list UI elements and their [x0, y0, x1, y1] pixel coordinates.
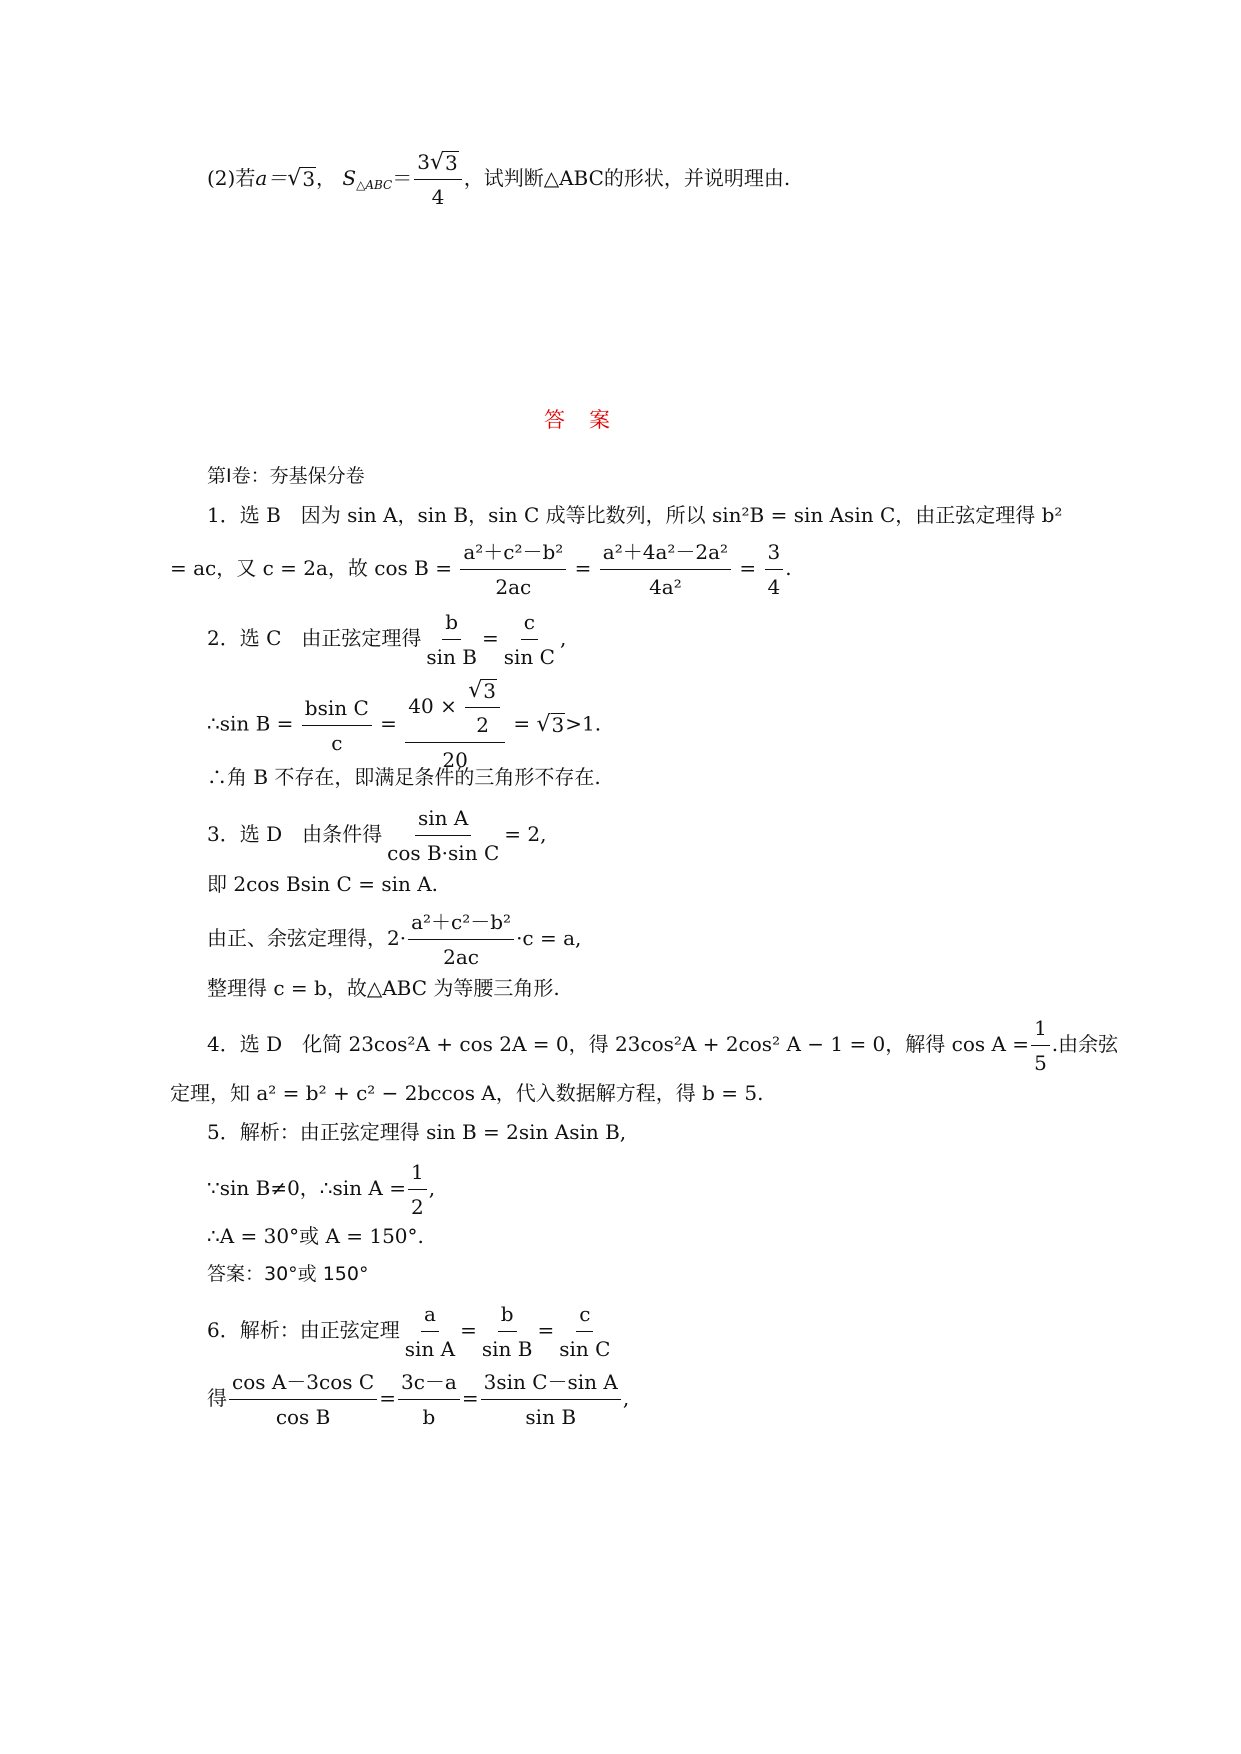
area-symbol: S — [342, 166, 357, 190]
comma: , — [622, 1386, 630, 1410]
part-heading: 第Ⅰ卷：夯基保分卷 — [207, 465, 365, 487]
fraction: $\frac{1}{2}$ — [408, 1160, 427, 1219]
fraction: $\frac{\text{a²＋4a²－2a²}}{\text{4a²}}$ — [600, 540, 731, 599]
equals: = — [739, 556, 757, 580]
fraction: $\frac{b}{\text{sin B}}$ — [481, 1302, 533, 1361]
fraction: $\frac{3}{4}$ — [765, 540, 784, 599]
sqrt-3: √ 3 — [536, 711, 565, 737]
fraction: $\frac{b}{\text{sin B}}$ — [426, 610, 477, 669]
compound-fraction: 40 × √ 3 2 20 — [405, 678, 505, 772]
answer-5-line-3: ∴A = 30°或 A = 150°. — [207, 1224, 424, 1248]
question-2 — [207, 150, 790, 209]
text: ∴sin B = — [207, 711, 294, 736]
area-fraction: 3 √ 3 4 — [414, 150, 462, 209]
answer-3-line-3 — [207, 910, 581, 969]
text: 由正、余弦定理得，2· — [207, 926, 407, 950]
answer-6-line-1 — [207, 1302, 615, 1361]
answer-5-line-2 — [207, 1160, 435, 1219]
answer-5-line-1: 5．解析：由正弦定理得 sin B = 2sin Asin B, — [207, 1120, 627, 1144]
equals: = — [537, 1318, 555, 1342]
a-equals: a＝ — [255, 166, 288, 190]
fraction: $\frac{c}{\text{sin C}}$ — [503, 610, 555, 669]
text: 6．解析：由正弦定理 — [207, 1318, 400, 1342]
text: 2．选 C 由正弦定理得 — [207, 626, 422, 650]
fraction: $\frac{\text{bsin C}}{c}$ — [302, 696, 372, 755]
fraction: $\frac{a}{\text{sin A}}$ — [404, 1302, 456, 1361]
comma: , — [559, 626, 567, 650]
equals: = — [380, 711, 397, 736]
sqrt-3: √ 3 — [287, 166, 316, 191]
answer-title: 答案 — [544, 408, 634, 432]
answer-1-line-2 — [170, 540, 792, 599]
fraction: $\frac{\text{3sin C－sin A}}{\text{sin B}}$ — [481, 1370, 621, 1429]
fraction: $\frac{\text{sin A}}{\text{cos B·sin C}}$ — [387, 806, 500, 865]
text: ∵sin B≠0，∴sin A = — [207, 1176, 406, 1200]
answer-2-line-2 — [207, 678, 601, 772]
equals: ＝ — [392, 166, 413, 190]
answer-4-line-1 — [207, 1016, 1118, 1075]
equals: = — [379, 1386, 396, 1410]
equals: = — [574, 556, 592, 580]
answer-5-result: 答案：30°或 150° — [207, 1263, 369, 1285]
answer-6-line-2 — [207, 1370, 629, 1429]
question-label: (2)若 — [207, 166, 256, 190]
fraction: $\frac{\text{a²＋c²－b²}}{2ac}$ — [460, 540, 566, 599]
text: = ac，又 c = 2a，故 cos B = — [170, 556, 452, 580]
answer-3-line-4: 整理得 c = b，故△ABC 为等腰三角形. — [207, 976, 560, 1000]
answer-3-line-2: 即 2cos Bsin C = sin A. — [207, 872, 439, 896]
text: .由余弦 — [1051, 1032, 1119, 1056]
answer-3-line-1 — [207, 806, 546, 865]
text: ·c = a, — [516, 926, 582, 950]
answer-4-line-2: 定理，知 a² = b² + c² − 2bccos A，代入数据解方程，得 b = 5. — [170, 1081, 764, 1105]
equals: = — [513, 711, 531, 736]
answer-2-line-1 — [207, 610, 566, 669]
text: >1. — [565, 711, 602, 736]
fraction: $\frac{3c-a}{b}$ — [398, 1370, 460, 1429]
text: , — [428, 1176, 436, 1200]
equals: = — [482, 626, 499, 650]
fraction: $\frac{\text{a²＋c²－b²}}{2ac}$ — [408, 910, 514, 969]
period: . — [785, 556, 792, 580]
equals: = — [461, 1386, 479, 1410]
text: = 2, — [504, 822, 547, 846]
fraction: $\frac{1}{5}$ — [1031, 1016, 1050, 1075]
fraction: $\frac{c}{\text{sin C}}$ — [559, 1302, 611, 1361]
text: 得 — [207, 1386, 227, 1410]
text: 3．选 D 由条件得 — [207, 822, 383, 846]
answer-1-line-1: 1．选 B 因为 sin A，sin B，sin C 成等比数列，所以 sin²B = sin Asin C，由正弦定理得 b² — [207, 503, 1063, 527]
area-subscript: △ABC — [356, 178, 393, 192]
fraction: $\frac{\text{cos A－3cos C}}{\text{cos B}}$ — [229, 1370, 377, 1429]
answer-2-line-3: ∴角 B 不存在，即满足条件的三角形不存在. — [207, 765, 601, 789]
comma: ， — [316, 166, 337, 190]
text: 4．选 D 化简 23cos²A + cos 2A = 0，得 23cos²A + 2cos² A − 1 = 0，解得 cos A = — [207, 1032, 1030, 1056]
question-tail: ，试判断△ABC的形状，并说明理由. — [463, 166, 791, 190]
equals: = — [460, 1318, 477, 1342]
